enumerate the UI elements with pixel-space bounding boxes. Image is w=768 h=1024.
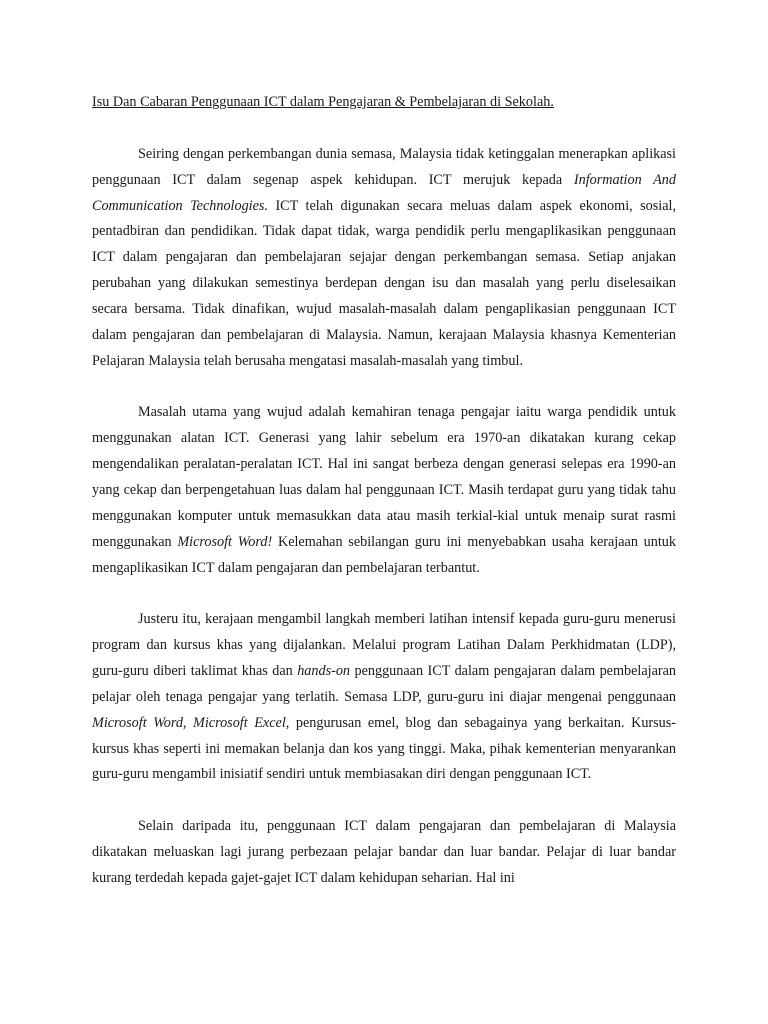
paragraph-1 [92,142,676,375]
italic-text: Microsoft Word! [177,533,273,550]
paragraph-text: Selain daripada itu, penggunaan ICT dalam pengajaran dan pembelajaran di Malaysia dikatakan meluaskan lagi jurang perbezaan pelajar bandar dan luar bandar. Pelajar di luar bandar kurang terdedah kepada gajet-gajet ICT dalam kehidupan seharian. Hal ini [92,818,676,886]
paragraph-text: Seiring dengan perkembangan dunia semasa, Malaysia tidak ketinggalan menerapkan aplikasi penggunaan ICT dalam segenap aspek kehidupan. ICT merujuk kepada [92,145,676,188]
paragraph-text: Kelemahan sebilangan guru ini menyebabkan usaha kerajaan untuk mengaplikasikan ICT dalam pengajaran dan pembelajaran terbantut. [92,533,676,576]
paragraph-text: Justeru itu, kerajaan mengambil langkah memberi latihan intensif kepada guru-guru menerusi program dan kursus khas yang dijalankan. Melalui program Latihan Dalam Perkhidmatan (LDP), guru-guru diberi taklimat khas dan [92,611,676,680]
paragraph-2 [92,400,676,581]
paragraph-text: ICT telah digunakan secara meluas dalam aspek ekonomi, sosial, pentadbiran dan pendidikan. Tidak dapat tidak, warga pendidik perlu mengaplikasikan penggunaan ICT dalam pengajaran dan pembelajaran sejajar dengan perkembangan semasa. Setiap anjakan perubahan yang dilakukan semestinya berdepan dengan isu dan masalah yang perlu diselesaikan secara bersama. Tidak dinafikan, wujud masalah-masalah dalam pengaplikasian penggunaan ICT dalam pengajaran dan pembelajaran di Malaysia. Namun, kerajaan Malaysia khasnya Kementerian Pelajaran Malaysia telah berusaha mengatasi masalah-masalah yang timbul. [92,197,676,369]
italic-text: Information And Communication Technologies. [92,171,676,214]
paragraph-list [92,142,676,892]
italic-text: Microsoft Word, Microsoft Excel, [92,714,290,731]
paragraph-3 [92,607,676,788]
paragraph-text: penggunaan ICT dalam pengajaran dalam pembelajaran pelajar oleh tenaga pengajar yang terlatih. Semasa LDP, guru-guru ini diajar mengenai penggunaan [92,663,676,705]
paragraph-text: Masalah utama yang wujud adalah kemahiran tenaga pengajar iaitu warga pendidik untuk menggunakan alatan ICT. Generasi yang lahir sebelum era 1970-an dikatakan kurang cekap mengendalikan peralatan-peralatan ICT. Hal ini sangat berbeza dengan generasi selepas era 1990-an yang cekap dan berpengetahuan luas dalam hal penggunaan ICT. Masih terdapat guru yang tidak tahu menggunakan komputer untuk memasukkan data atau masih terkial-kial untuk menaip surat rasmi menggunakan [92,404,676,550]
paragraph-text: pengurusan emel, blog dan sebagainya yang berkaitan. Kursus-kursus khas seperti ini memakan belanja dan kos yang tinggi. Maka, pihak kementerian menyarankan guru-guru mengambil inisiatif sendiri untuk membiasakan diri dengan penggunaan ICT. [92,714,676,783]
italic-text: hands-on [297,663,351,680]
document-body [92,90,676,918]
paragraph-4 [92,814,676,892]
document-title: Isu Dan Cabaran Penggunaan ICT dalam Pengajaran & Pembelajaran di Sekolah. [92,94,554,110]
